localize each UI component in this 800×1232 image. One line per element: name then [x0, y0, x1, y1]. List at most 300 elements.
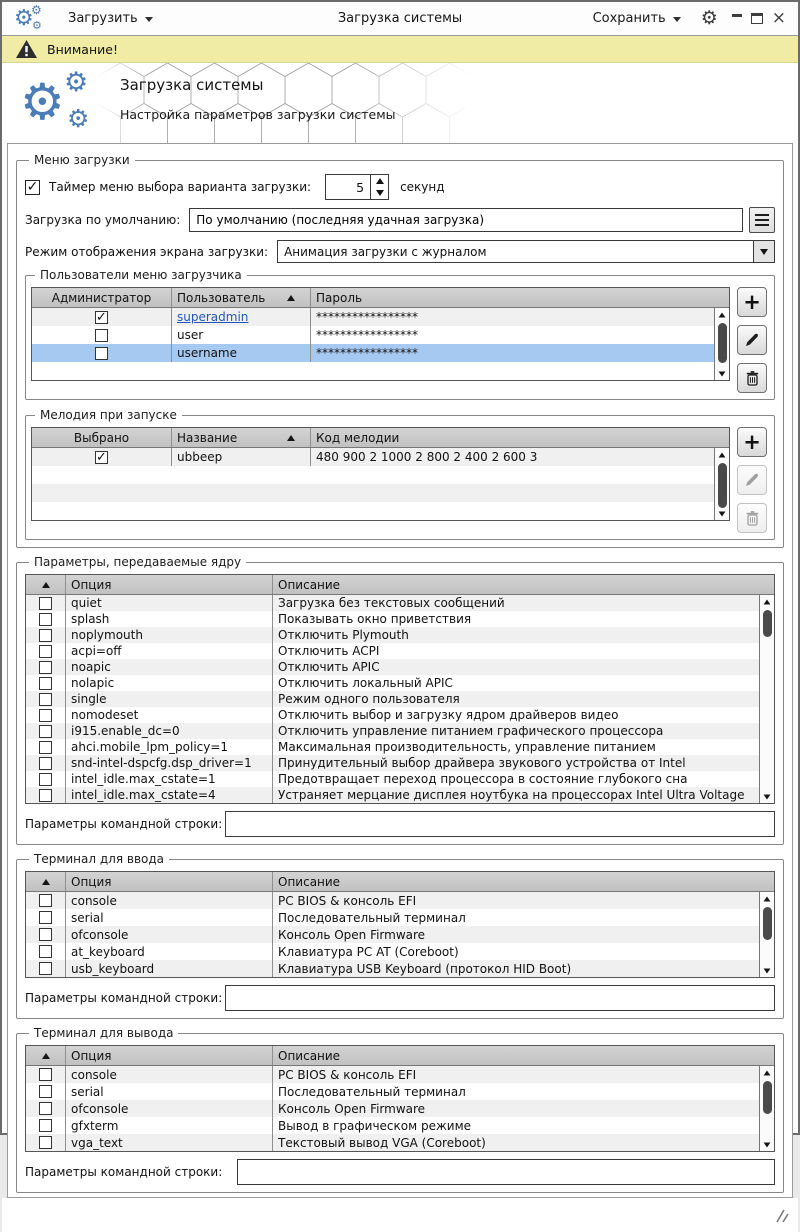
text-cell [311, 326, 729, 344]
text-cell [273, 1083, 774, 1100]
spinner-up-button[interactable] [371, 175, 388, 187]
timer-spinner[interactable] [325, 174, 389, 200]
table-row[interactable] [26, 659, 774, 675]
checkbox-unchecked[interactable] [39, 725, 52, 738]
column-header-option[interactable]: Опция [66, 1046, 273, 1065]
table-row[interactable] [26, 943, 774, 960]
users-legend: Пользователи меню загрузчика [40, 268, 242, 282]
delete-user-button[interactable] [737, 363, 767, 393]
text-cell [273, 771, 774, 787]
text-cell [66, 960, 273, 977]
checkbox-unchecked[interactable] [95, 347, 108, 360]
terminal-input-group [16, 852, 784, 1019]
table-row[interactable] [26, 595, 774, 611]
page-title: Загрузка системы [120, 76, 264, 94]
checkbox-unchecked[interactable] [39, 629, 52, 642]
cell-text: ***************** [316, 346, 418, 360]
text-cell [273, 960, 774, 977]
sort-asc-icon [42, 582, 50, 588]
scroll-up-icon [764, 896, 771, 901]
cell-text: Максимальная производительность, управление питанием [278, 740, 656, 754]
pencil-icon [744, 332, 760, 348]
checkbox-cell [26, 659, 66, 675]
melody-table-header [32, 428, 729, 448]
spinner-arrows [370, 175, 388, 199]
cell-text: Устраняет мерцание дисплея ноутбука на процессорах Intel Ultra Voltage [278, 788, 745, 802]
terminal-input-legend: Терминал для ввода [34, 852, 165, 866]
cell-text: 480 900 2 1000 2 800 2 400 2 600 3 [316, 450, 538, 464]
column-header-admin[interactable]: Администратор [32, 288, 172, 307]
text-cell [66, 787, 273, 803]
checkbox-unchecked[interactable] [39, 1102, 52, 1115]
scroll-up-icon [719, 452, 726, 457]
checkbox-cell [26, 627, 66, 643]
cell-text: nomodeset [71, 708, 139, 722]
cell-text: ahci.mobile_lpm_policy=1 [71, 740, 229, 754]
column-header-user[interactable]: Пользователь [172, 288, 311, 307]
checkbox-unchecked[interactable] [39, 1085, 52, 1098]
vertical-scrollbar[interactable] [714, 448, 729, 520]
spinner-down-button[interactable] [371, 187, 388, 199]
cell-text: noplymouth [71, 628, 143, 642]
scroll-thumb[interactable] [718, 323, 727, 363]
scroll-up-button[interactable] [760, 892, 774, 905]
kernel-cmdline-row [25, 811, 775, 837]
scroll-up-button[interactable] [715, 308, 729, 321]
table-row[interactable] [26, 1066, 774, 1083]
table-row[interactable] [26, 627, 774, 643]
arrow-up-icon [376, 178, 384, 184]
page-header [2, 63, 798, 143]
sort-asc-icon [42, 1053, 50, 1059]
checkbox-checked[interactable]: ✓ [96, 449, 107, 465]
cell-text: gfxterm [71, 1118, 119, 1133]
column-header-option[interactable]: Опция [66, 575, 273, 594]
checkbox-cell [26, 1100, 66, 1117]
kernel-params-group [16, 555, 784, 845]
cell-text: intel_idle.max_cstate=1 [71, 772, 216, 786]
hamburger-menu-button[interactable] [749, 207, 775, 233]
save-menu-button[interactable] [587, 7, 687, 30]
table-row[interactable] [26, 1134, 774, 1151]
table-row[interactable] [32, 308, 729, 326]
checkbox-unchecked[interactable] [39, 945, 52, 958]
kernel-table-body [26, 595, 774, 803]
sort-asc-icon [287, 435, 295, 441]
text-cell [66, 739, 273, 755]
chevron-down-icon [673, 17, 681, 22]
column-header-check[interactable] [26, 575, 66, 594]
scroll-up-button[interactable] [760, 1066, 774, 1079]
terminal-input-header [26, 872, 774, 892]
text-cell [66, 1066, 273, 1083]
checkbox-cell [26, 787, 66, 803]
table-row[interactable] [26, 787, 774, 803]
table-row[interactable] [26, 1083, 774, 1100]
terminal-output-body [26, 1066, 774, 1151]
table-row[interactable] [26, 960, 774, 977]
checkbox-unchecked[interactable] [39, 962, 52, 975]
checkbox-unchecked[interactable] [39, 1068, 52, 1081]
timer-unit-label: секунд [400, 180, 445, 194]
cell-text: Консоль Open Firmware [278, 927, 426, 942]
text-cell [273, 1100, 774, 1117]
cell-text: console [71, 1067, 117, 1082]
checkbox-unchecked[interactable] [39, 661, 52, 674]
cell-text: ***************** [316, 310, 418, 324]
checkbox-unchecked[interactable] [39, 613, 52, 626]
user-link[interactable]: superadmin [177, 310, 249, 324]
cell-text: single [71, 692, 107, 706]
default-boot-row [25, 207, 775, 233]
gear-icon: ⚙ [67, 104, 90, 133]
checkbox-unchecked[interactable] [39, 597, 52, 610]
sort-asc-icon [287, 295, 295, 301]
table-row[interactable] [26, 926, 774, 943]
arrow-down-icon [376, 190, 384, 196]
column-header-code[interactable]: Код мелодии [316, 430, 400, 445]
scroll-down-button[interactable] [760, 790, 774, 803]
scroll-up-icon [764, 599, 771, 604]
checkbox-unchecked[interactable] [39, 789, 52, 802]
display-mode-select[interactable] [277, 240, 775, 263]
checkbox-cell [26, 595, 66, 611]
pencil-icon [744, 472, 760, 488]
text-cell [273, 926, 774, 943]
edit-user-button[interactable] [737, 325, 767, 355]
text-cell [66, 675, 273, 691]
warning-banner [2, 36, 798, 63]
scroll-thumb[interactable] [763, 1081, 772, 1114]
table-row[interactable] [26, 611, 774, 627]
scroll-up-icon [764, 1070, 771, 1075]
cmdline-label: Параметры командной строки: [25, 817, 223, 831]
checkbox-unchecked[interactable] [39, 741, 52, 754]
scroll-up-icon [719, 312, 726, 317]
text-cell [273, 611, 774, 627]
text-cell [66, 1117, 273, 1134]
text-cell [273, 909, 774, 926]
text-cell [172, 448, 311, 466]
scroll-down-button[interactable] [760, 1138, 774, 1151]
maximize-button[interactable] [751, 13, 763, 24]
timer-checkbox[interactable]: ✓ [26, 179, 39, 195]
column-header-description[interactable]: Описание [278, 577, 341, 592]
terminal-output-cmdline-input[interactable] [237, 1159, 775, 1185]
cell-text: Отключить управление питанием графического процессора [278, 724, 664, 738]
minimize-button[interactable] [732, 14, 742, 17]
melody-actions [737, 427, 769, 533]
column-header-option[interactable]: Опция [66, 872, 273, 891]
checkbox-unchecked[interactable] [39, 693, 52, 706]
cell-text: ubbeep [177, 450, 223, 464]
cell-text: Последовательный терминал [278, 1084, 466, 1099]
cell-text: ofconsole [71, 1101, 129, 1116]
cell-text: username [177, 346, 237, 360]
cell-text: Отключить ACPI [278, 644, 380, 658]
text-cell [66, 771, 273, 787]
titlebar [2, 2, 798, 36]
cell-text: Вывод в графическом режиме [278, 1118, 472, 1133]
table-row[interactable] [26, 675, 774, 691]
table-row[interactable] [32, 344, 729, 362]
gear-icon: ⚙ [31, 2, 42, 17]
terminal-output-header [26, 1046, 774, 1066]
checkbox-cell [26, 675, 66, 691]
kernel-cmdline-input[interactable] [225, 811, 775, 837]
checkbox-unchecked[interactable] [39, 645, 52, 658]
text-cell [66, 943, 273, 960]
app-gears-icon [14, 4, 48, 34]
cell-text: Предотвращает переход процессора в состояние глубокого сна [278, 772, 688, 786]
text-cell [172, 326, 311, 344]
cell-text: Режим одного пользователя [278, 692, 460, 706]
checkbox-unchecked[interactable] [39, 1119, 52, 1132]
delete-melody-button[interactable] [737, 503, 767, 533]
text-cell [66, 926, 273, 943]
checkbox-cell [26, 1117, 66, 1134]
checkbox-cell [26, 691, 66, 707]
text-cell [273, 723, 774, 739]
content-panel [7, 143, 793, 1198]
column-header-check[interactable] [26, 1046, 66, 1065]
text-cell [273, 627, 774, 643]
users-actions [737, 287, 769, 393]
checkbox-unchecked[interactable] [39, 773, 52, 786]
vertical-scrollbar[interactable] [759, 595, 774, 803]
text-cell [273, 1117, 774, 1134]
chevron-down-icon [145, 17, 153, 22]
scroll-down-icon [719, 511, 726, 516]
checkbox-cell [26, 909, 66, 926]
table-row[interactable] [26, 909, 774, 926]
cell-text: at_keyboard [71, 944, 145, 959]
cell-text: Принудительный выбор драйвера звукового устройства от Intel [278, 756, 686, 770]
checkbox-cell [26, 1066, 66, 1083]
text-cell [273, 787, 774, 803]
text-cell [273, 892, 774, 909]
terminal-input-cmdline-input[interactable] [225, 985, 775, 1011]
cell-text: acpi=off [71, 644, 122, 658]
checkbox-unchecked[interactable] [39, 928, 52, 941]
cell-text: Отключить Plymouth [278, 628, 409, 642]
text-cell [66, 909, 273, 926]
table-row[interactable] [26, 643, 774, 659]
column-header-selected[interactable]: Выбрано [32, 428, 172, 447]
checkbox-cell [26, 611, 66, 627]
vertical-scrollbar[interactable] [759, 1066, 774, 1151]
warning-text: Внимание! [47, 41, 118, 57]
cell-text: PC BIOS & консоль EFI [278, 1067, 417, 1082]
app-gears-icon-large [18, 69, 110, 139]
text-cell [311, 308, 729, 326]
checkbox-unchecked[interactable] [39, 1136, 52, 1149]
checkbox-cell [26, 643, 66, 659]
text-cell [66, 611, 273, 627]
text-cell [273, 739, 774, 755]
table-row[interactable] [26, 892, 774, 909]
checkbox-cell [26, 926, 66, 943]
settings-gear-icon[interactable]: ⚙ [700, 8, 718, 29]
checkbox-unchecked[interactable] [39, 709, 52, 722]
checkbox-cell [26, 892, 66, 909]
edit-melody-button[interactable] [737, 465, 767, 495]
scroll-thumb[interactable] [763, 610, 772, 637]
cell-text: serial [71, 1084, 104, 1099]
text-cell [172, 308, 311, 326]
scroll-thumb[interactable] [718, 463, 727, 508]
users-group [25, 268, 775, 400]
text-cell [273, 595, 774, 611]
gear-icon: ⚙ [14, 5, 34, 31]
text-cell [66, 1134, 273, 1151]
window-title: Загрузка системы [337, 11, 463, 26]
trash-icon [745, 510, 760, 526]
table-row[interactable] [32, 326, 729, 344]
text-cell [311, 344, 729, 362]
scroll-down-button[interactable] [715, 507, 729, 520]
cell-text: Текстовый вывод VGA (Coreboot) [278, 1135, 486, 1150]
column-header-description[interactable]: Описание [278, 874, 341, 889]
text-cell [273, 707, 774, 723]
text-cell [66, 691, 273, 707]
scroll-down-button[interactable] [715, 367, 729, 380]
display-mode-value: Анимация загрузки с журналом [284, 244, 487, 259]
cell-text: snd-intel-dspcfg.dsp_driver=1 [71, 756, 252, 770]
users-table-body [32, 308, 729, 380]
text-cell [172, 344, 311, 362]
cell-text: quiet [71, 596, 102, 610]
checkbox-unchecked[interactable] [39, 677, 52, 690]
users-table-header [32, 288, 729, 308]
resize-grip[interactable] [772, 1208, 789, 1223]
text-cell [66, 892, 273, 909]
checkbox-cell [26, 1134, 66, 1151]
text-cell [273, 1066, 774, 1083]
save-menu-label: Сохранить [592, 11, 666, 26]
terminal-output-cmdline-row [25, 1159, 775, 1185]
checkbox-cell [26, 707, 66, 723]
checkbox-unchecked[interactable] [95, 329, 108, 342]
display-mode-row [25, 240, 775, 263]
table-row[interactable] [26, 755, 774, 771]
scroll-down-icon [764, 968, 771, 973]
checkbox-checked[interactable]: ✓ [96, 309, 107, 325]
table-row[interactable] [26, 707, 774, 723]
text-cell [273, 1134, 774, 1151]
column-header-password[interactable]: Пароль [316, 290, 363, 305]
boot-menu-legend: Меню загрузки [34, 153, 130, 167]
melody-table [31, 427, 730, 521]
scroll-down-icon [764, 1142, 771, 1147]
default-boot-input[interactable] [189, 208, 743, 232]
text-cell [273, 659, 774, 675]
melody-group [25, 408, 775, 540]
checkbox-cell [32, 344, 172, 362]
table-row[interactable] [26, 691, 774, 707]
warning-triangle-icon [15, 39, 38, 59]
cell-text: usb_keyboard [71, 961, 155, 976]
vertical-scrollbar[interactable] [759, 892, 774, 977]
sort-asc-icon [42, 879, 50, 885]
terminal-output-group [16, 1026, 784, 1193]
table-row[interactable] [26, 1100, 774, 1117]
checkbox-cell [26, 960, 66, 977]
checkbox-unchecked[interactable] [39, 757, 52, 770]
kernel-table-header [26, 575, 774, 595]
cell-text: noapic [71, 660, 111, 674]
table-row[interactable] [26, 771, 774, 787]
terminal-input-cmdline-row [25, 985, 775, 1011]
cell-text: splash [71, 612, 110, 626]
status-bar [2, 1198, 798, 1232]
checkbox-unchecked[interactable] [39, 911, 52, 924]
text-cell [66, 723, 273, 739]
checkbox-unchecked[interactable] [39, 894, 52, 907]
cell-text: Клавиатура USB Keyboard (протокол HID Boot) [278, 961, 572, 976]
window-controls [732, 10, 786, 27]
table-row[interactable] [32, 448, 729, 466]
table-row[interactable] [26, 1117, 774, 1134]
text-cell [66, 707, 273, 723]
timer-label: Таймер меню выбора варианта загрузки: [49, 180, 312, 194]
select-dropdown-button[interactable] [753, 241, 774, 262]
scroll-up-button[interactable] [760, 595, 774, 608]
cell-text: PC BIOS & консоль EFI [278, 893, 417, 908]
cell-text: Отключить локальный APIC [278, 676, 453, 690]
cell-text: console [71, 893, 117, 908]
add-user-button[interactable]: + [737, 287, 767, 317]
checkbox-cell [26, 943, 66, 960]
scroll-down-icon [764, 794, 771, 799]
scroll-down-button[interactable] [760, 964, 774, 977]
text-cell [66, 595, 273, 611]
terminal-output-legend: Терминал для вывода [34, 1026, 174, 1040]
vertical-scrollbar[interactable] [714, 308, 729, 380]
text-cell [66, 1083, 273, 1100]
column-header-check[interactable] [26, 872, 66, 891]
text-cell [273, 755, 774, 771]
cell-text: Последовательный терминал [278, 910, 466, 925]
cell-text: i915.enable_dc=0 [71, 724, 180, 738]
scroll-thumb[interactable] [763, 907, 772, 940]
boot-menu-group [16, 153, 784, 548]
column-header-description[interactable]: Описание [278, 1048, 341, 1063]
scroll-up-button[interactable] [715, 448, 729, 461]
trash-icon [745, 370, 760, 386]
text-cell [66, 755, 273, 771]
text-cell [273, 675, 774, 691]
text-cell [273, 691, 774, 707]
checkbox-cell [26, 1083, 66, 1100]
add-melody-button[interactable]: + [737, 427, 767, 457]
table-row[interactable] [26, 723, 774, 739]
users-table [31, 287, 730, 381]
cmdline-label: Параметры командной строки: [25, 1165, 223, 1179]
gear-icon: ⚙ [32, 18, 42, 32]
cell-text: Загрузка без текстовых сообщений [278, 596, 505, 610]
table-row[interactable] [26, 739, 774, 755]
text-cell [273, 943, 774, 960]
scroll-down-icon [719, 371, 726, 376]
cell-text: vga_text [71, 1135, 123, 1150]
gear-icon: ⚙ [64, 67, 89, 98]
load-menu-button[interactable] [62, 7, 159, 30]
column-header-name[interactable]: Название [172, 428, 311, 447]
timer-value: 5 [356, 180, 365, 195]
text-cell [66, 627, 273, 643]
close-button[interactable]: × [771, 8, 786, 28]
